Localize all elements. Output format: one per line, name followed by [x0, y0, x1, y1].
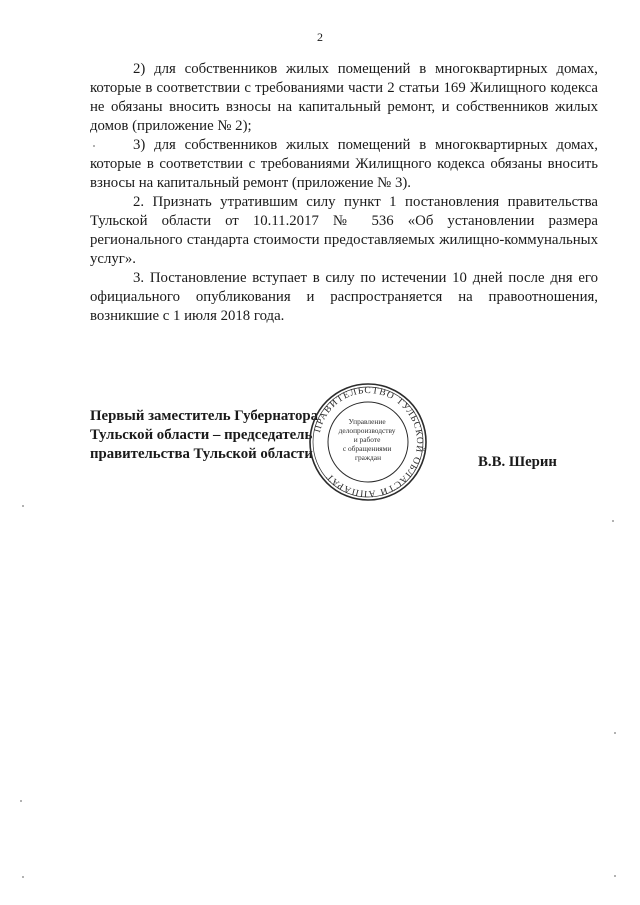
paragraph-item-2: 2) для собственников жилых помещений в многоквартирных домах, которые в соответствии с требованиями части 2 статьи 169 Жилищного кодекса не обязаны вносить взносы на капитальный ремонт, и собственников жилых домов (приложение № 2);: [90, 61, 598, 134]
scan-speck: [614, 732, 616, 734]
signer-title-line: правительства Тульской области: [90, 446, 313, 462]
seal-center-line: Управление: [348, 417, 386, 426]
signer-title-line: Первый заместитель Губернатора: [90, 408, 318, 424]
scan-speck: [612, 520, 614, 522]
scan-speck: [93, 145, 95, 147]
paragraph-item-3: 3) для собственников жилых помещений в многоквартирных домах, которые в соответствии с требованиями Жилищного кодекса обязаны вносить взносы на капитальный ремонт (приложение № 3).: [90, 137, 598, 191]
seal-center-line: и работе: [353, 435, 381, 444]
signer-title-line: Тульской области – председатель: [90, 427, 313, 443]
scan-speck: [22, 876, 24, 878]
official-seal-stamp: [303, 380, 433, 505]
seal-center-line: делопроизводству: [338, 426, 396, 435]
seal-center-line: с обращениями: [342, 444, 392, 453]
paragraph-clause-2: 2. Признать утратившим силу пункт 1 постановления правительства Тульской области от 10.11.2017 № 536 «Об установлении размера регионального стандарта стоимости предоставляемых жилищно-коммунальных услуг».: [90, 194, 598, 267]
paragraph-clause-3: 3. Постановление вступает в силу по истечении 10 дней после дня его официального опубликования и распространяется на правоотношения, возникшие с 1 июля 2018 года.: [90, 270, 598, 324]
seal-center-text: [339, 417, 398, 462]
scan-speck: [20, 800, 22, 802]
scan-speck: [614, 875, 616, 877]
seal-center-line: граждан: [354, 453, 382, 462]
scan-speck: [22, 505, 24, 507]
seal-ring-text-path: ПРАВИТЕЛЬСТВО ТУЛЬСКОЙ ОБЛАСТИ АППАРАТ: [312, 385, 425, 499]
signer-name: В.В. Шерин: [478, 454, 557, 470]
page-number: 2: [317, 30, 323, 44]
